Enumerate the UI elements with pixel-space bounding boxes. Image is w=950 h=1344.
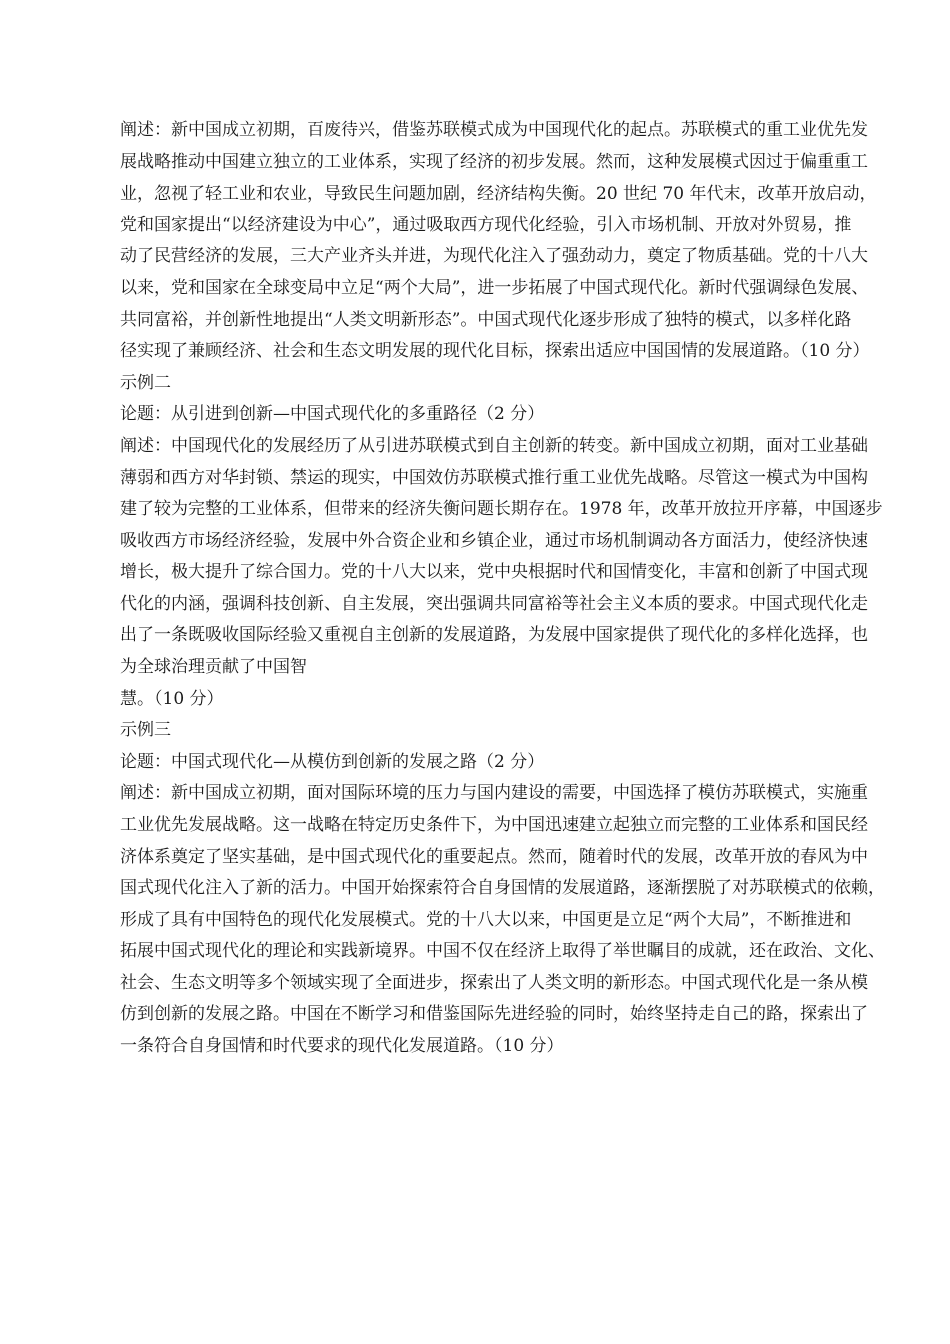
text-line: 为全球治理贡献了中国智 xyxy=(120,657,307,677)
example-heading: 示例三 xyxy=(120,720,171,740)
text-line: 党和国家提出“以经济建设为中心”，通过吸取西方现代化经验，引入市场机制、开放对外贸易，推 xyxy=(120,215,852,235)
text-line: 国式现代化注入了新的活力。中国开始探索符合自身国情的发展道路，逐渐摆脱了对苏联模式的依赖， xyxy=(120,878,885,898)
text-line: 拓展中国式现代化的理论和实践新境界。中国不仅在经济上取得了举世瞩目的成就，还在政治、文化、 xyxy=(120,941,885,961)
text-line: 共同富裕，并创新性地提出“人类文明新形态”。中国式现代化逐步形成了独特的模式，以多样化路 xyxy=(120,310,852,330)
example-heading: 示例二 xyxy=(120,373,171,393)
text-line: 慧。（10 分） xyxy=(120,689,224,709)
text-line: 工业优先发展战略。这一战略在特定历史条件下，为中国迅速建立起独立而完整的工业体系和国民经 xyxy=(120,815,868,835)
text-line: 代化的内涵，强调科技创新、自主发展，突出强调共同富裕等社会主义本质的要求。中国式现代化走 xyxy=(120,594,868,614)
text-line: 以来，党和国家在全球变局中立足“两个大局”，进一步拓展了中国式现代化。新时代强调绿色发展、 xyxy=(120,278,869,298)
text-line: 业，忽视了轻工业和农业，导致民生问题加剧，经济结构失衡。20 世纪 70 年代末，改革开放启动， xyxy=(120,184,877,204)
text-line: 出了一条既吸收国际经验又重视自主创新的发展道路，为发展中国家提供了现代化的多样化选择，也 xyxy=(120,625,868,645)
topic-line: 论题：从引进到创新—中国式现代化的多重路径（2 分） xyxy=(120,404,545,424)
text-line: 仿到创新的发展之路。中国在不断学习和借鉴国际先进经验的同时，始终坚持走自己的路，探索出了 xyxy=(120,1004,868,1024)
text-line: 薄弱和西方对华封锁、禁运的现实，中国效仿苏联模式推行重工业优先战略。尽管这一模式为中国构 xyxy=(120,468,868,488)
text-line: 动了民营经济的发展，三大产业齐头并进，为现代化注入了强劲动力，奠定了物质基础。党的十八大 xyxy=(120,246,868,266)
text-line: 阐述：新中国成立初期，百废待兴，借鉴苏联模式成为中国现代化的起点。苏联模式的重工业优先发 xyxy=(120,120,868,140)
text-line: 形成了具有中国特色的现代化发展模式。党的十八大以来，中国更是立足“两个大局”，不断推进和 xyxy=(120,910,852,930)
text-line: 阐述：新中国成立初期，面对国际环境的压力与国内建设的需要，中国选择了模仿苏联模式，实施重 xyxy=(120,783,868,803)
text-line: 一条符合自身国情和时代要求的现代化发展道路。（10 分） xyxy=(120,1036,564,1056)
text-line: 济体系奠定了坚实基础，是中国式现代化的重要起点。然而，随着时代的发展，改革开放的春风为中 xyxy=(120,847,868,867)
text-line: 社会、生态文明等多个领域实现了全面进步，探索出了人类文明的新形态。中国式现代化是一条从模 xyxy=(120,973,868,993)
text-line: 建了较为完整的工业体系，但带来的经济失衡问题长期存在。1978 年，改革开放拉开序幕，中国逐步 xyxy=(120,499,883,519)
text-line: 增长，极大提升了综合国力。党的十八大以来，党中央根据时代和国情变化，丰富和创新了中国式现 xyxy=(120,562,868,582)
text-line: 阐述：中国现代化的发展经历了从引进苏联模式到自主创新的转变。新中国成立初期，面对工业基础 xyxy=(120,436,868,456)
text-line: 吸收西方市场经济经验，发展中外合资企业和乡镇企业，通过市场机制调动各方面活力，使经济快速 xyxy=(120,531,868,551)
text-line: 展战略推动中国建立独立的工业体系，实现了经济的初步发展。然而，这种发展模式因过于偏重重工 xyxy=(120,152,868,172)
text-line: 径实现了兼顾经济、社会和生态文明发展的现代化目标，探索出适应中国国情的发展道路。（10 分） xyxy=(120,341,870,361)
topic-line: 论题：中国式现代化—从模仿到创新的发展之路（2 分） xyxy=(120,752,545,772)
